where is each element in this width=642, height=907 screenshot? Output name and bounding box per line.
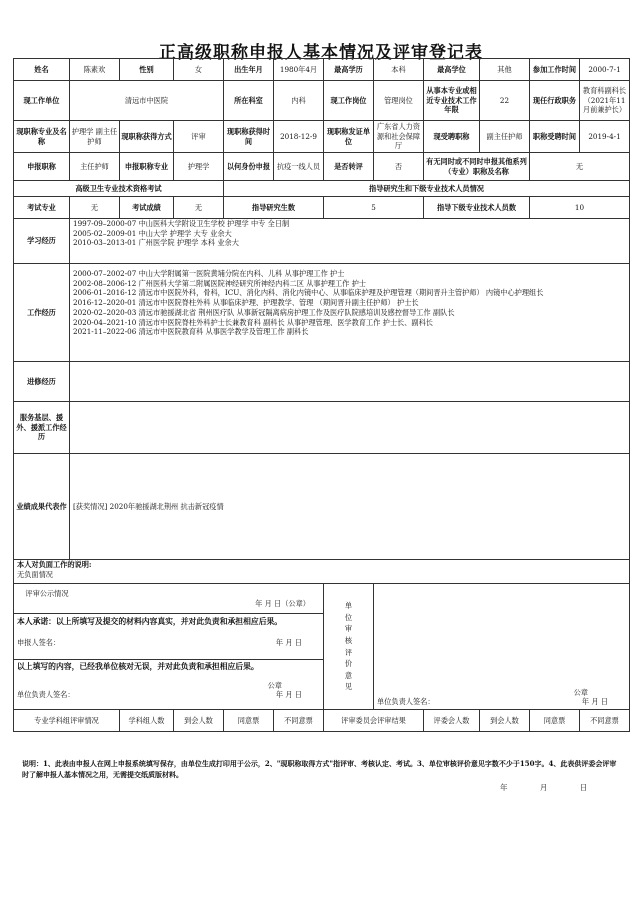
work-start-label: 参加工作时间	[530, 59, 580, 81]
unit-label: 现工作单位	[14, 81, 70, 121]
verify-cell	[14, 660, 324, 710]
cur-time-value: 2018-12-9	[274, 121, 324, 153]
promise-text: 本人承诺：以上所填写及提交的材料内容真实，并对此负责和承担相应后果。	[17, 617, 283, 626]
hire-title-label: 现受聘职称	[424, 121, 480, 153]
apply-title-label: 申报职称	[14, 153, 70, 181]
position-value: 管理岗位	[374, 81, 424, 121]
study-list	[70, 219, 630, 264]
work-start-value: 2000-7-1	[580, 59, 630, 81]
unit-leader-sign-right: 单位负责人签名：	[377, 697, 435, 707]
training-value	[70, 362, 630, 402]
applicant-date: 年 月 日	[275, 637, 302, 647]
work-label: 工作经历	[14, 264, 70, 362]
achievement-value: [获奖情况] 2020年驰援湖北荆州 抗击新冠疫情	[70, 454, 630, 560]
admin-post-label: 现任行政职务	[530, 81, 580, 121]
attendance-label: 到会人数	[174, 710, 224, 732]
service-value	[70, 402, 630, 454]
group-review-label: 专业学科组评审情况	[14, 710, 120, 732]
cur-title-label: 现职称专业及名称	[14, 121, 70, 153]
publicity-cell	[14, 584, 324, 614]
committee-agree-label: 同意票	[530, 710, 580, 732]
name-label: 姓名	[14, 59, 70, 81]
exam-score-value: 无	[174, 197, 224, 219]
footer-date: 年 月 日	[500, 783, 588, 792]
gender-value: 女	[174, 59, 224, 81]
cur-issuer-value: 广东省人力资源和社会保障厅	[374, 121, 424, 153]
committee-members-label: 评委会人数	[424, 710, 480, 732]
unit-leader-sign-left: 单位负责人签名：	[17, 690, 75, 700]
birth-label: 出生年月	[224, 59, 274, 81]
exam-score-label: 考试成绩	[120, 197, 174, 219]
group-members-label: 学科组人数	[120, 710, 174, 732]
department-value: 内科	[274, 81, 324, 121]
transfer-label: 是否转评	[324, 153, 374, 181]
education-value: 本科	[374, 59, 424, 81]
cur-title-value: 护理学 副主任护师	[70, 121, 120, 153]
negative-note	[14, 560, 630, 584]
work-list	[70, 264, 630, 362]
cur-method-value: 评审	[174, 121, 224, 153]
identity-value: 抗疫一线人员	[274, 153, 324, 181]
study-item: 1997-09–2000-07 中山医科大学附设卫生学校 护理学 中专 全日制	[73, 219, 290, 228]
seal-text: 公章	[573, 687, 588, 697]
unit-opinion-date: 年 月 日	[581, 697, 608, 707]
grad-count-value: 5	[324, 197, 424, 219]
exam-major-value: 无	[70, 197, 120, 219]
seal-left: 公章	[267, 680, 282, 690]
promise-cell	[14, 614, 324, 660]
achievement-label: 业绩成果代表作	[14, 454, 70, 560]
years-value: 22	[480, 81, 530, 121]
work-item: 2006-01–2016-12 清远市中医院外科，骨科，ICU、消化内科、消化内镜中心、从事临床护理及护理管理（期间晋升主管护师） 内镜中心护理组长	[73, 288, 544, 298]
unit-value: 清远市中医院	[70, 81, 224, 121]
name-value: 陈素欢	[70, 59, 120, 81]
training-label: 进修经历	[14, 362, 70, 402]
position-label: 现工作岗位	[324, 81, 374, 121]
sub-count-label: 指导下级专业技术人员数	[424, 197, 530, 219]
apply-major-value: 护理学	[174, 153, 224, 181]
work-item: 2002-08–2006-12 广州医科大学第二附属医院神经研究所神经内科二区 从事护理工作 护士	[73, 278, 366, 288]
work-item: 2020-04–2021-10 清远市中医院脊柱外科护士长兼教育科 副科长 从事护理管理、医学教育工作 护士长、副科长	[73, 317, 433, 327]
work-item: 2021-11–2022-06 清远市中医院教育科 从事医学教学及管理工作 副科长	[73, 327, 309, 337]
service-label: 服务基层、援外、援派工作经历	[14, 402, 70, 454]
committee-disagree-label: 不同意票	[580, 710, 630, 732]
years-label: 从事本专业或相近专业技术工作年限	[424, 81, 480, 121]
applicant-sign: 申报人签名：	[17, 637, 61, 647]
mentor-section-header: 指导研究生和下级专业技术人员情况	[224, 181, 630, 197]
other-series-value: 无	[530, 153, 630, 181]
work-item: 2000-07–2002-07 中山大学附属第一医院黄埔分院在内科、儿科 从事护理工作 护士	[73, 269, 345, 278]
cur-issuer-label: 现职称发证单位	[324, 121, 374, 153]
transfer-value: 否	[374, 153, 424, 181]
other-series-label: 有无同时或不同时申报其他系列（专业）职称及名称	[424, 153, 530, 181]
exam-section-header: 高级卫生专业技术资格考试	[14, 181, 224, 197]
exam-major-label: 考试专业	[14, 197, 70, 219]
publicity-label: 评审公示情况	[25, 588, 69, 598]
hire-title-value: 副主任护师	[480, 121, 530, 153]
cur-time-label: 现职称获得时间	[224, 121, 274, 153]
committee-attendance-label: 到会人数	[480, 710, 530, 732]
hire-time-label: 职称受聘时间	[530, 121, 580, 153]
apply-title-value: 主任护师	[70, 153, 120, 181]
unit-opinion-label: 单位审核评价意见	[324, 584, 374, 710]
unit-opinion-area	[374, 584, 630, 710]
grad-count-label: 指导研究生数	[224, 197, 324, 219]
committee-result-label: 评审委员会评审结果	[324, 710, 424, 732]
verify-text: 以上填写的内容，已经我单位核对无误，并对此负责和承担相应后果。	[17, 662, 259, 671]
sub-count-value: 10	[530, 197, 630, 219]
registration-form	[13, 58, 630, 732]
apply-major-label: 申报职称专业	[120, 153, 174, 181]
identity-label: 以何身份申报	[224, 153, 274, 181]
gender-label: 性别	[120, 59, 174, 81]
negative-title: 本人对负面工作的说明:	[17, 560, 92, 569]
degree-label: 最高学位	[424, 59, 480, 81]
admin-post-value: 教育科副科长（2021年11月前兼护长）	[580, 81, 630, 121]
birth-value: 1980年4月	[274, 59, 324, 81]
study-item: 2005-02–2009-01 中山大学 护理学 大专 业余大	[73, 228, 232, 238]
work-item: 2016-12–2020-01 清远市中医院脊柱外科 从事临床护理、护理教学、管理 （期间晋升副主任护师） 护士长	[73, 298, 419, 308]
study-item: 2010-03–2013-01 广州医学院 护理学 本科 业余大	[73, 238, 239, 248]
verify-date: 年 月 日	[275, 690, 302, 700]
publicity-date: 年 月 日（公章）	[255, 598, 310, 608]
agree-label: 同意票	[224, 710, 274, 732]
form-title: 正高级职称申报人基本情况及评审登记表	[159, 43, 483, 63]
footnote: 说明：1、此表由申报人在网上申报系统填写保存，由单位生成打印用于公示，2、"现职称取得方式"指评审、考核认定、考试。3、单位审核评价意见字数不少于150字。4、此表供评委会评审时了解申报人基本情况之用，无需提交纸质版材料。	[22, 759, 617, 780]
education-label: 最高学历	[324, 59, 374, 81]
disagree-label: 不同意票	[274, 710, 324, 732]
degree-value: 其他	[480, 59, 530, 81]
work-item: 2020-02–2020-03 清远市驰援湖北省 荆州医疗队 从事新冠隔离病房护理工作及医疗队院感培训及感控督导工作 副队长	[73, 307, 455, 317]
cur-method-label: 现职称获得方式	[120, 121, 174, 153]
hire-time-value: 2019-4-1	[580, 121, 630, 153]
negative-text: 无负面情况	[17, 569, 53, 579]
study-label: 学习经历	[14, 219, 70, 264]
department-label: 所在科室	[224, 81, 274, 121]
